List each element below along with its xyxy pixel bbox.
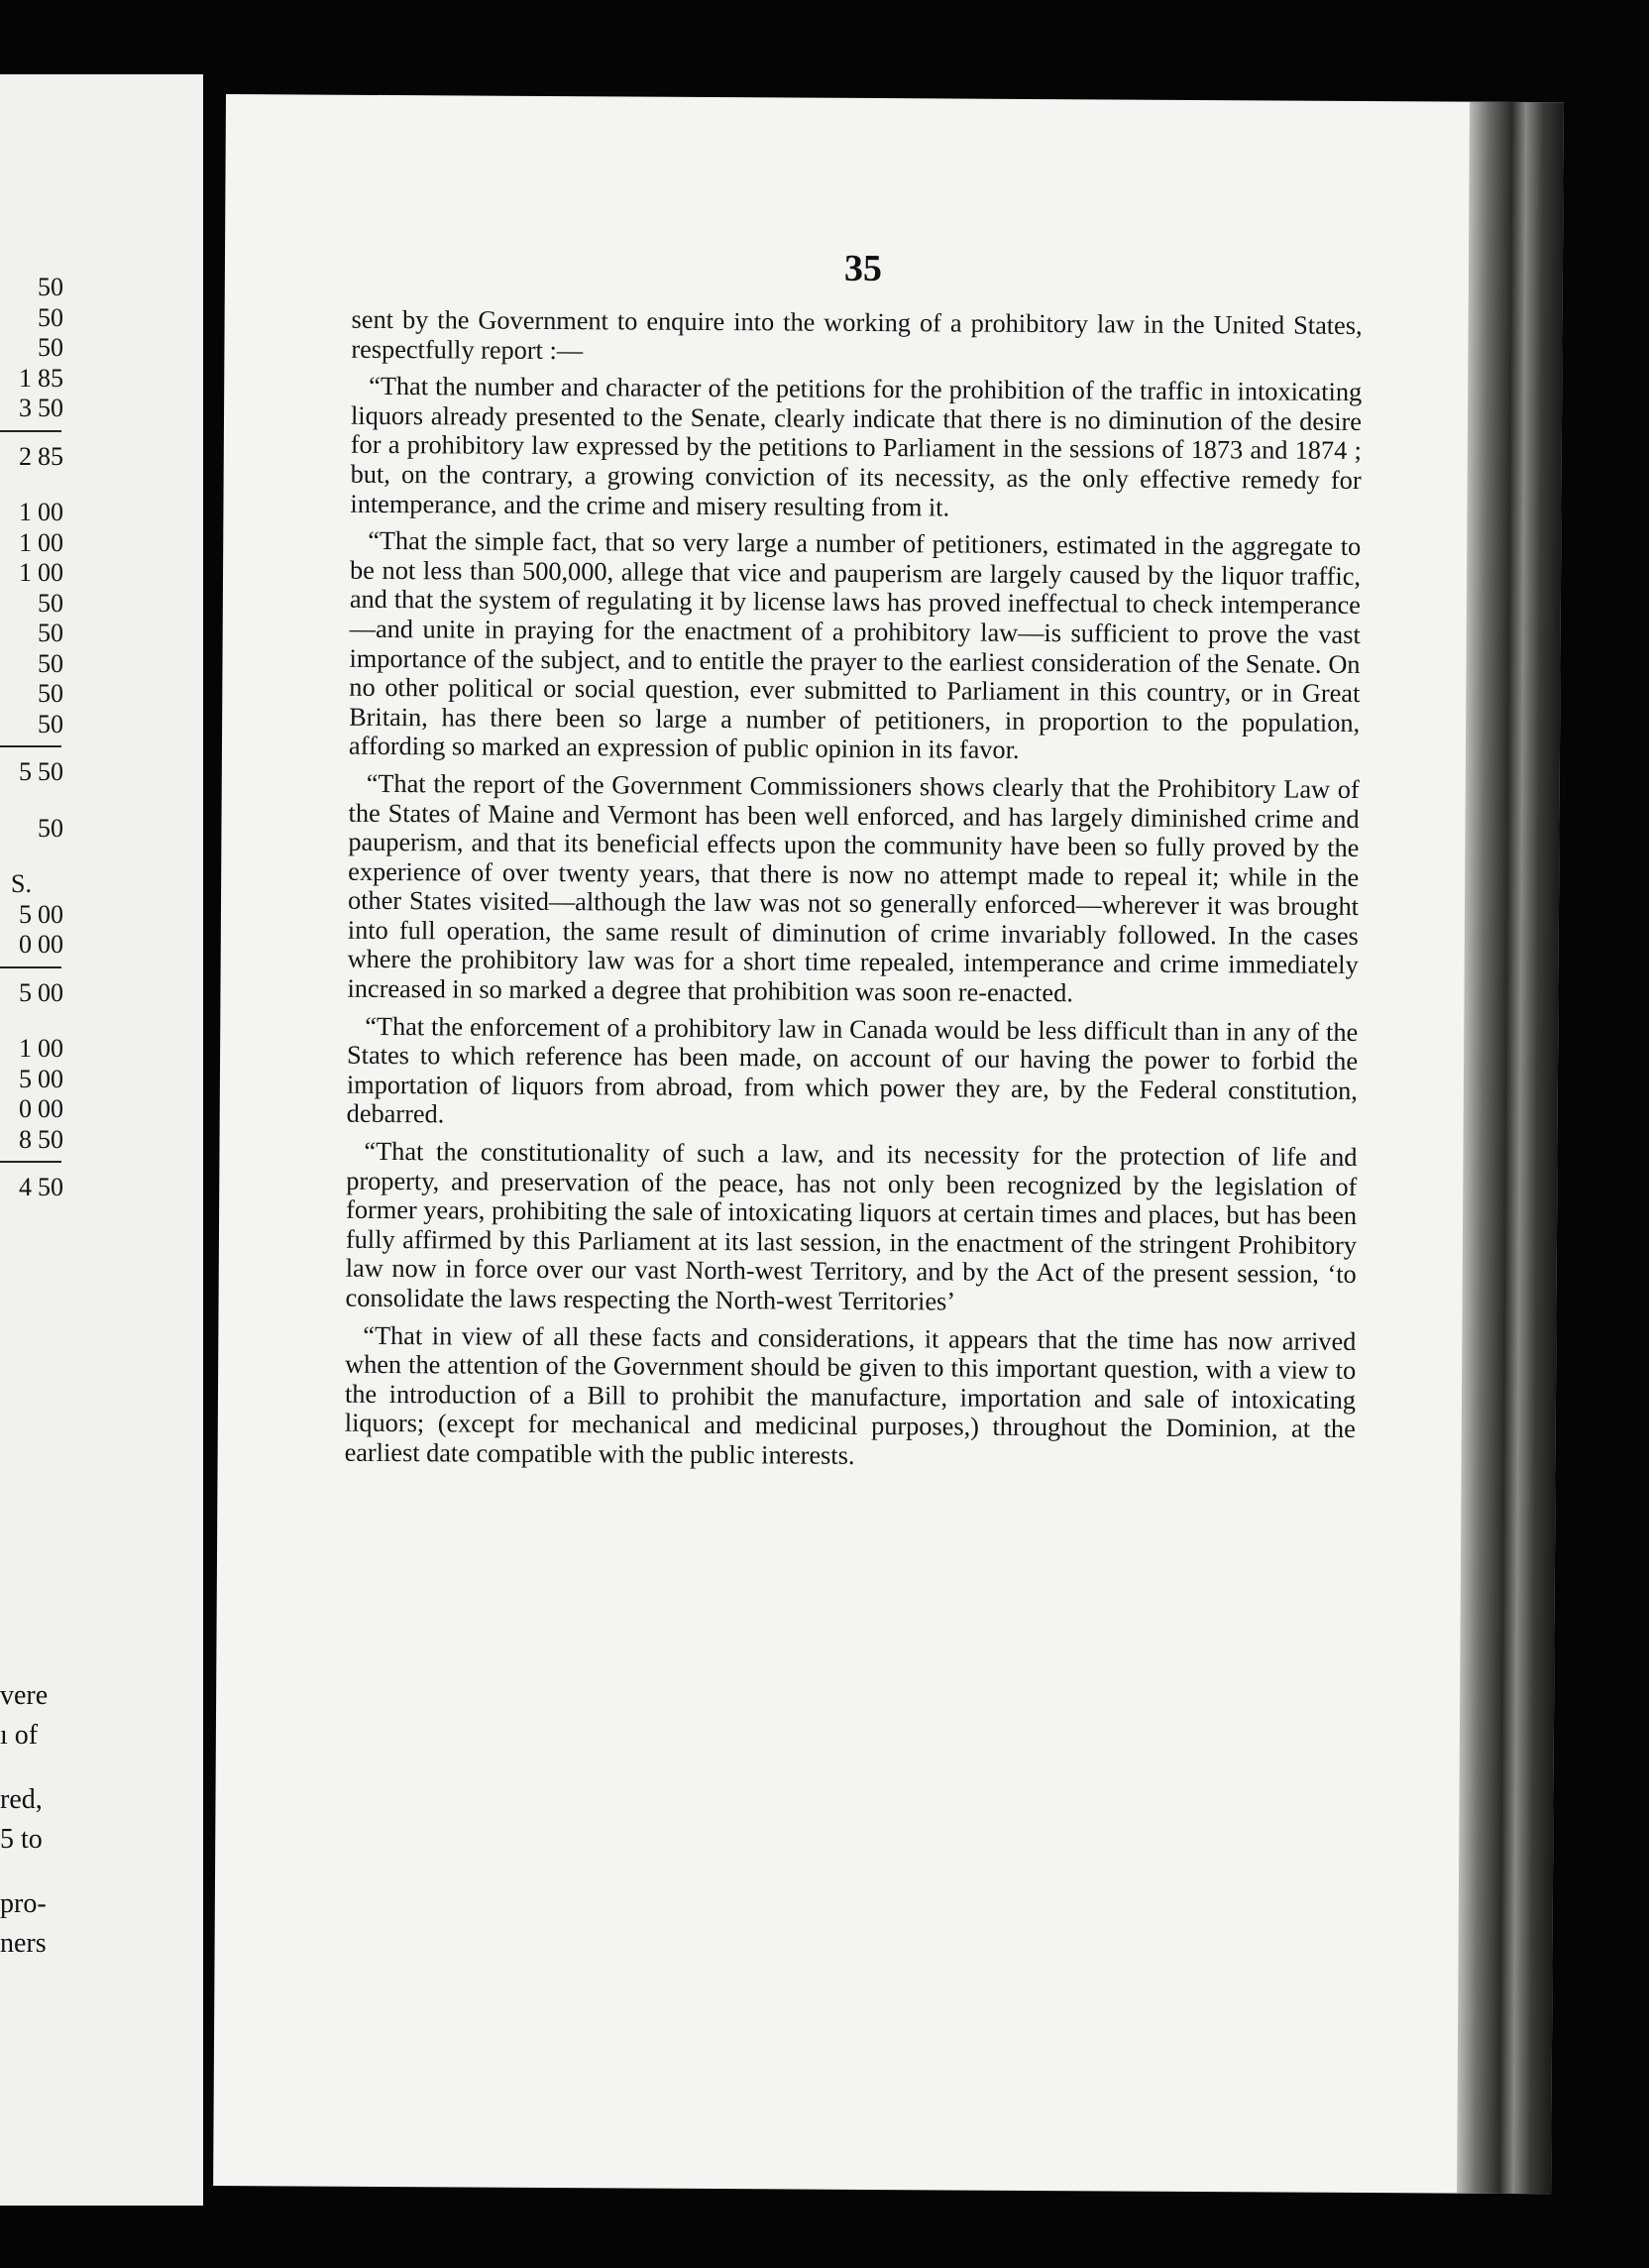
paragraph: sent by the Government to enquire into the working of a prohibitory law in the United States, respectfully report :—	[351, 304, 1363, 365]
ledger-rule	[0, 966, 61, 968]
fragment-text: ı of	[0, 1720, 39, 1751]
ledger-cents: 50	[38, 813, 63, 843]
ledger-cents: 00	[38, 1064, 63, 1093]
ledger-rule	[0, 745, 61, 747]
ledger-row	[0, 978, 79, 1008]
ledger-cents: 50	[38, 394, 63, 422]
ledger-cents: 50	[38, 619, 63, 647]
ledger-dollars: 1	[19, 527, 32, 557]
ledger-dollars: 8	[19, 1124, 32, 1154]
ledger-dollars: 1	[19, 558, 32, 587]
ledger-dollars: 0	[19, 1094, 32, 1123]
ledger-row	[0, 757, 79, 787]
page-number: 35	[843, 247, 883, 290]
ledger-row	[0, 333, 79, 363]
fragment-text: 5 to	[0, 1824, 43, 1855]
ledger-cents: 50	[38, 302, 63, 332]
fragment-text: vere	[0, 1680, 49, 1711]
ledger-dollars: 1	[19, 498, 32, 526]
ledger-row	[0, 303, 79, 333]
ledger-cents: 00	[38, 527, 63, 557]
fragment-text: red,	[0, 1784, 43, 1815]
ledger-cents: 00	[38, 498, 63, 526]
ledger-row	[0, 679, 79, 709]
ledger-row	[0, 273, 79, 302]
ledger-cents: 00	[38, 899, 63, 929]
ledger-row	[0, 930, 79, 960]
ledger-row	[0, 814, 79, 844]
fragment-text: pro-	[0, 1888, 47, 1919]
ledger-cents: 50	[38, 1173, 63, 1201]
ledger-cents: 50	[38, 648, 63, 678]
ledger-cents: 00	[38, 930, 63, 959]
paragraph: “That the report of the Government Commissioners shows clearly that the Prohibitory Law of the States of Maine and Vermont has been well enforced, and has largely diminished crime and pauperism, and that its beneficial effects upon the community have been so fully proved by the experience of over twenty years, that there is now no attempt made to repeal it; while in the other States visited—although the law was not so generally enforced—wherever it was brought into full operation, the same result of diminution of crime invariably followed. In the cases where the prohibitory law was for a short time repealed, intemperance and crime immediately increased in so marked a degree that prohibition was soon re-enacted.	[347, 768, 1360, 1008]
ledger-dollars: 1	[19, 363, 32, 393]
ledger-rule	[0, 430, 61, 432]
ledger-cents: 50	[38, 757, 63, 786]
ledger-dollars: 1	[19, 1034, 32, 1063]
ledger-row	[0, 710, 79, 739]
ledger-row	[0, 1094, 79, 1124]
ledger-dollars: 5	[19, 1064, 32, 1093]
ledger-dollars: 0	[19, 930, 32, 959]
previous-page-fragment	[0, 74, 203, 2206]
ledger-row	[0, 528, 79, 558]
ledger-row	[0, 1065, 79, 1094]
ledger-dollars: 5	[19, 757, 32, 786]
paragraph: “That the constitutionality of such a law, and its necessity for the protection of life and property, and preservation of the peace, has not only been recognized by the legislation of former years, prohibiting the sale of intoxicating liquors at certain times and places, but has been fully affirmed by this Parliament at its last session, in the enactment of the stringent Prohibitory law now in force over our vast North-west Territory, and by the Act of the present session, ‘to consolidate the laws respecting the North-west Territories’	[345, 1136, 1358, 1316]
ledger-cents: 00	[38, 977, 63, 1007]
ledger-cents: 00	[38, 558, 63, 587]
ledger-row	[0, 1034, 79, 1064]
ledger-row	[0, 498, 79, 527]
ledger-cents: 50	[38, 1124, 63, 1154]
ledger-row	[0, 649, 79, 679]
ledger-row	[0, 364, 79, 394]
ledger-dollars: 5	[19, 899, 32, 929]
ledger-row	[0, 442, 79, 472]
ledger-row	[0, 1125, 79, 1155]
paragraph: “That in view of all these facts and considerations, it appears that the time has now arrived when the attention of the Government should be given to this important question, with a view to the introduction of a Bill to prohibit the manufacture, importation and sale of intoxicating liquors; (except for mechanical and medicinal purposes,) throughout the Dominion, at the earliest date compatible with the public interests.	[344, 1320, 1357, 1470]
ledger-row	[0, 558, 79, 588]
paragraph: “That the enforcement of a prohibitory law in Canada would be less difficult than in any of the States to which reference has been made, on account of our having the power to forbid the importation of liquors from abroad, from which power they are, by the Federal constitution, debarred.	[346, 1011, 1359, 1129]
ledger-dollars: S.	[11, 869, 32, 898]
ledger-row	[0, 619, 79, 648]
ledger-dollars: 2	[19, 441, 32, 471]
ledger-cents: 50	[38, 273, 63, 301]
ledger-dollars: 3	[19, 394, 32, 422]
ledger-cents: 50	[38, 333, 63, 362]
ledger-row	[0, 1173, 79, 1202]
ledger-row	[0, 900, 79, 930]
ledger-dollars: 5	[19, 977, 32, 1007]
page	[213, 94, 1564, 2194]
ledger-cents: 50	[38, 679, 63, 708]
ledger-row	[0, 394, 79, 423]
body-text	[344, 305, 1362, 1482]
ledger-cents: 50	[38, 588, 63, 618]
page-edge	[1457, 102, 1564, 2195]
fragment-text: ners	[0, 1928, 47, 1959]
paragraph: “That the number and character of the petitions for the prohibition of the traffic in intoxicating liquors already presented to the Senate, clearly indicate that there is no diminution of the desire for a prohibitory law expressed by the petitions to Parliament in the sessions of 1873 and 1874 ; but, on the contrary, a growing conviction of its necessity, as the only effective remedy for intemperance, and the crime and misery resulting from it.	[350, 372, 1363, 522]
ledger-cents: 00	[38, 1094, 63, 1123]
ledger-cents: 50	[38, 709, 63, 738]
ledger-cents: 85	[38, 363, 63, 393]
ledger-cents: 00	[38, 1034, 63, 1063]
ledger-cents: 85	[38, 441, 63, 471]
ledger-dollars: 4	[19, 1173, 32, 1201]
paragraph: “That the simple fact, that so very large a number of petitioners, estimated in the aggregate to be not less than 500,000, allege that vice and pauperism are largely caused by the liquor traffic, and that the system of regulating it by license laws has proved ineffectual to check intemperance—and unite in praying for the enactment of a prohibitory law—is sufficient to prove the vast importance of the subject, and to entitle the prayer to the earliest consideration of the Senate. On no other political or social question, ever submitted to Parliament in this country, or in Great Britain, has there been so large a number of petitioners, in proportion to the population, affording so marked an expression of public opinion in its favor.	[348, 526, 1362, 765]
ledger-row	[0, 869, 79, 899]
ledger-rule	[0, 1161, 61, 1163]
ledger-row	[0, 589, 79, 619]
